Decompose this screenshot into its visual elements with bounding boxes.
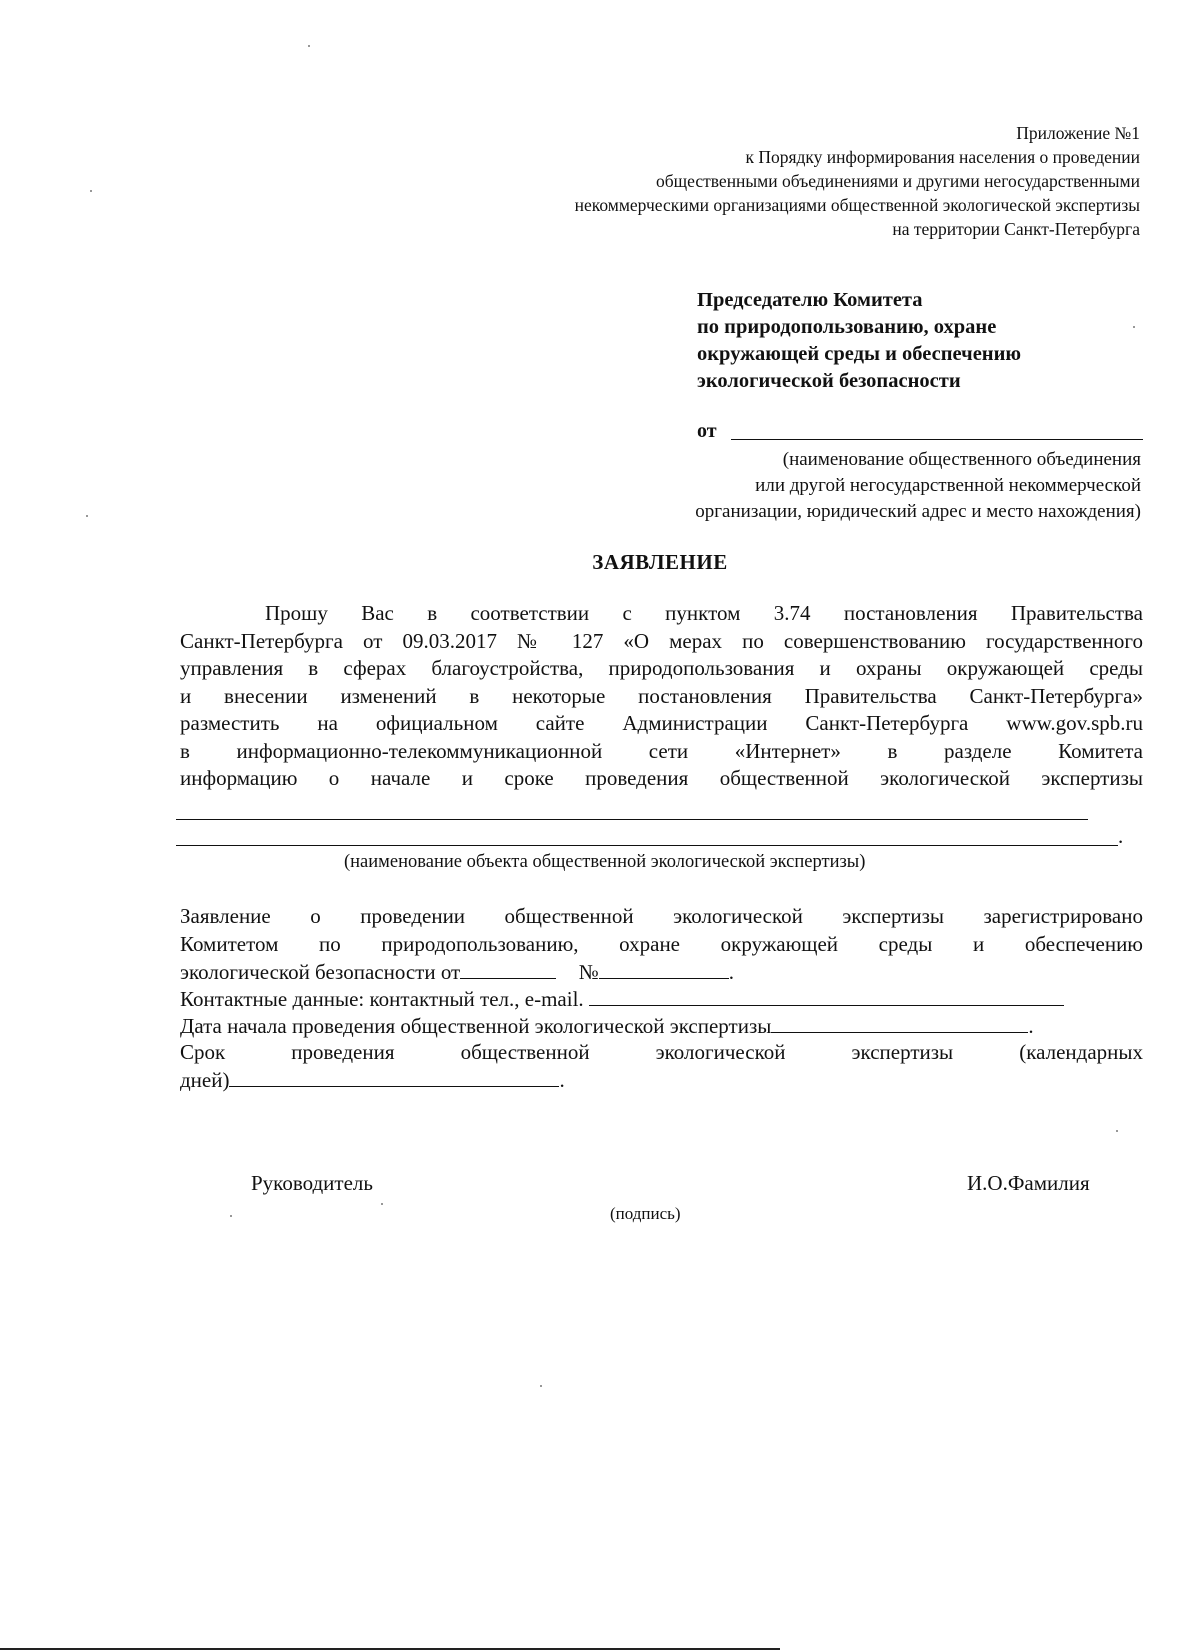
from-field[interactable]: [697, 420, 1143, 446]
object-name-hint: (наименование объекта общественной экологической экспертизы): [344, 852, 866, 872]
scan-speck: [230, 1215, 232, 1217]
request-paragraph: [180, 600, 1143, 793]
registration-number-field[interactable]: [599, 958, 729, 979]
from-underline: [731, 439, 1143, 440]
request-line: в информационно-телекоммуникационной сети «Интернет» в разделе Комитета: [180, 738, 1143, 763]
addressee-line-1: Председателю Комитета: [697, 289, 923, 311]
appendix-line-3: общественными объединениями и другими негосударственными: [656, 171, 1140, 191]
contacts-label: Контактные данные: контактный тел., e-mail.: [180, 987, 584, 1011]
appendix-line-2: к Порядку информирования населения о проведении: [745, 147, 1140, 167]
registration-end: .: [728, 960, 735, 984]
addressee-line-2: по природопользованию, охране: [697, 316, 997, 338]
registration-date-row: [180, 958, 734, 985]
registration-date-field[interactable]: [460, 958, 556, 979]
object-name-line-2[interactable]: [176, 845, 1118, 846]
duration-paragraph: [180, 1039, 1143, 1067]
duration-end: .: [559, 1068, 565, 1092]
request-line: Прошу Вас в соответствии с пунктом 3.74 постановления Правительства: [265, 601, 1143, 625]
request-line: разместить на официальном сайте Администрации Санкт-Петербурга www.gov.spb.ru: [180, 711, 1143, 735]
signature-name: И.О.Фамилия: [967, 1171, 1090, 1195]
object-name-period: .: [1118, 824, 1124, 848]
start-date-end: .: [1028, 1014, 1034, 1038]
duration-field[interactable]: [229, 1066, 559, 1087]
signature-hint: (подпись): [610, 1204, 681, 1223]
scan-speck: [381, 1203, 383, 1205]
signature-role: Руководитель: [251, 1171, 373, 1195]
request-line: управления в сферах благоустройства, природопользования и охраны окружающей среды: [180, 656, 1143, 680]
registration-line-1: Заявление о проведении общественной экологической экспертизы зарегистрировано: [180, 904, 1143, 928]
appendix-line-1: Приложение №1: [1016, 123, 1140, 143]
scan-speck: [1116, 1130, 1118, 1132]
appendix-line-4: некоммерческими организациями общественной экологической экспертизы: [574, 195, 1140, 215]
from-hint-line-1: (наименование общественного объединения: [782, 449, 1141, 470]
request-line: и внесении изменений в некоторые постановления Правительства Санкт-Петербурга»: [180, 683, 1143, 708]
from-label: от: [697, 420, 717, 442]
scan-speck: [86, 515, 88, 517]
contacts-row: [180, 985, 1064, 1012]
appendix-line-5: на территории Санкт-Петербурга: [892, 219, 1140, 239]
registration-number-label: №: [578, 960, 599, 984]
addressee-line-4: экологической безопасности: [697, 370, 961, 392]
start-date-field[interactable]: [771, 1012, 1028, 1033]
scan-speck: [1133, 326, 1135, 328]
scan-bottom-edge: [0, 1648, 780, 1650]
contacts-field[interactable]: [589, 985, 1064, 1006]
start-date-row: [180, 1012, 1034, 1039]
addressee-line-3: окружающей среды и обеспечению: [697, 343, 1022, 365]
request-line: Санкт-Петербурга от 09.03.2017 № 127 «О мерах по совершенствованию государственного: [180, 628, 1143, 653]
from-hint-line-2: или другой негосударственной некоммерческой: [755, 475, 1141, 496]
registration-line-2: Комитетом по природопользованию, охране окружающей среды и обеспечению: [180, 931, 1143, 956]
duration-label: дней): [180, 1068, 230, 1092]
duration-row: [180, 1066, 565, 1093]
start-date-label: Дата начала проведения общественной экологической экспертизы: [180, 1014, 772, 1038]
appendix-header: [575, 121, 1140, 241]
object-name-line-1[interactable]: [176, 819, 1088, 820]
scan-speck: [540, 1385, 542, 1387]
duration-line-1: Срок проведения общественной экологической экспертизы (календарных: [180, 1040, 1143, 1064]
scan-speck: [90, 190, 92, 192]
from-hint-line-3: организации, юридический адрес и место нахождения): [695, 501, 1141, 522]
document-title: ЗАЯВЛЕНИЕ: [592, 550, 728, 574]
addressee-block: [697, 287, 1021, 395]
from-hint: [695, 447, 1141, 525]
scan-speck: [308, 45, 310, 47]
request-line: информацию о начале и сроке проведения общественной экологической экспертизы: [180, 766, 1143, 790]
registration-paragraph: [180, 903, 1143, 958]
registration-date-label: экологической безопасности от: [180, 960, 461, 984]
